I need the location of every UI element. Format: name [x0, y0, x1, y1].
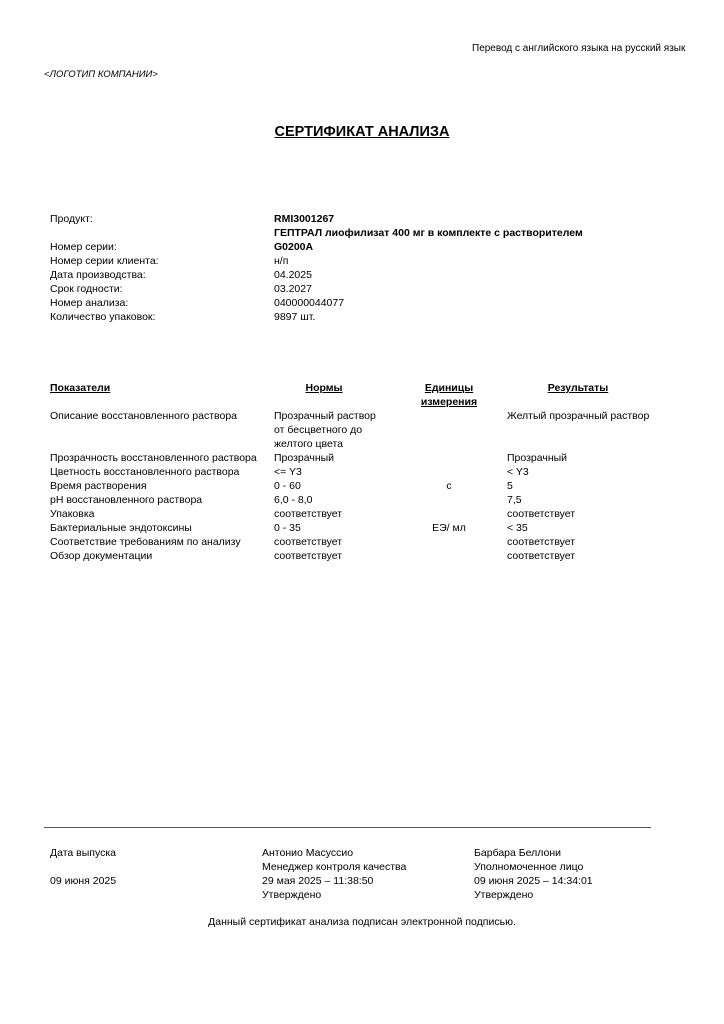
row-norm: соответствует — [274, 536, 343, 548]
row-parameter: Описание восстановленного раствора — [50, 410, 238, 422]
row-norm-line: Прозрачный раствор — [274, 410, 376, 422]
row-parameter: Упаковка — [50, 508, 95, 520]
batch-label: Номер серии: — [50, 241, 117, 253]
signer2-name: Барбара Беллони — [474, 847, 562, 859]
signer1-role: Менеджер контроля качества — [262, 861, 407, 873]
product-label: Продукт: — [50, 213, 93, 225]
signer2-datetime: 09 июня 2025 – 14:34:01 — [474, 875, 593, 887]
header-parameters: Показатели — [50, 382, 111, 394]
product-name: ГЕПТРАЛ лиофилизат 400 мг в комплекте с растворителем — [274, 227, 583, 239]
row-norm: Прозрачный — [274, 452, 335, 464]
page-title: СЕРТИФИКАТ АНАЛИЗА — [274, 124, 450, 140]
batch-value: G0200A — [274, 241, 314, 253]
signer2-status: Утверждено — [474, 889, 534, 901]
row-norm: соответствует — [274, 550, 343, 562]
row-result: Желтый прозрачный раствор — [507, 410, 650, 422]
company-logo-placeholder: <ЛОГОТИП КОМПАНИИ> — [44, 69, 158, 80]
signature-divider — [44, 827, 651, 828]
translation-note: Перевод с английского языка на русский язык — [472, 43, 686, 54]
row-norm-line: от бесцветного до — [274, 424, 363, 436]
row-parameter: Время растворения — [50, 480, 147, 492]
analysis-number-value: 040000044077 — [274, 297, 345, 309]
row-norm: 0 - 35 — [274, 522, 301, 534]
row-result: Прозрачный — [507, 452, 568, 464]
row-norm: 0 - 60 — [274, 480, 301, 492]
row-result: соответствует — [507, 508, 576, 520]
row-norm-line: желтого цвета — [274, 438, 344, 450]
row-parameter: Цветность восстановленного раствора — [50, 466, 240, 478]
release-label: Дата выпуска — [50, 847, 117, 859]
row-norm: 6,0 - 8,0 — [274, 494, 313, 506]
row-norm: соответствует — [274, 508, 343, 520]
packages-value: 9897 шт. — [274, 311, 316, 323]
row-result: 5 — [507, 480, 513, 492]
row-unit: с — [446, 480, 452, 492]
signer1-name: Антонио Масуссио — [262, 847, 354, 859]
row-parameter: pH восстановленного раствора — [50, 494, 203, 506]
production-date-label: Дата производства: — [50, 269, 146, 281]
row-result: < Y3 — [507, 466, 529, 478]
row-norm: <= Y3 — [274, 466, 302, 478]
esign-note: Данный сертификат анализа подписан электронной подписью. — [208, 916, 516, 928]
row-result: соответствует — [507, 536, 576, 548]
analysis-number-label: Номер анализа: — [50, 297, 129, 309]
client-batch-label: Номер серии клиента: — [50, 255, 159, 267]
production-date-value: 04.2025 — [274, 269, 312, 281]
row-parameter: Соответствие требованиям по анализу — [50, 536, 241, 548]
packages-label: Количество упаковок: — [50, 311, 156, 323]
header-results: Результаты — [547, 382, 609, 394]
row-parameter: Бактериальные эндотоксины — [50, 522, 192, 534]
header-norms: Нормы — [305, 382, 343, 394]
client-batch-value: н/п — [274, 255, 289, 267]
signer1-status: Утверждено — [262, 889, 322, 901]
row-result: 7,5 — [507, 494, 522, 506]
expiry-label: Срок годности: — [50, 283, 123, 295]
product-code: RMI3001267 — [274, 213, 335, 225]
header-units-line2: измерения — [420, 396, 478, 408]
row-result: соответствует — [507, 550, 576, 562]
expiry-value: 03.2027 — [274, 283, 312, 295]
signer2-role: Уполномоченное лицо — [474, 861, 584, 873]
row-parameter: Прозрачность восстановленного раствора — [50, 452, 257, 464]
row-result: < 35 — [507, 522, 528, 534]
release-date: 09 июня 2025 — [50, 875, 117, 887]
signer1-datetime: 29 мая 2025 – 11:38:50 — [262, 875, 374, 887]
row-unit: ЕЭ/ мл — [432, 522, 466, 534]
row-parameter: Обзор документации — [50, 550, 153, 562]
header-units-line1: Единицы — [424, 382, 474, 394]
